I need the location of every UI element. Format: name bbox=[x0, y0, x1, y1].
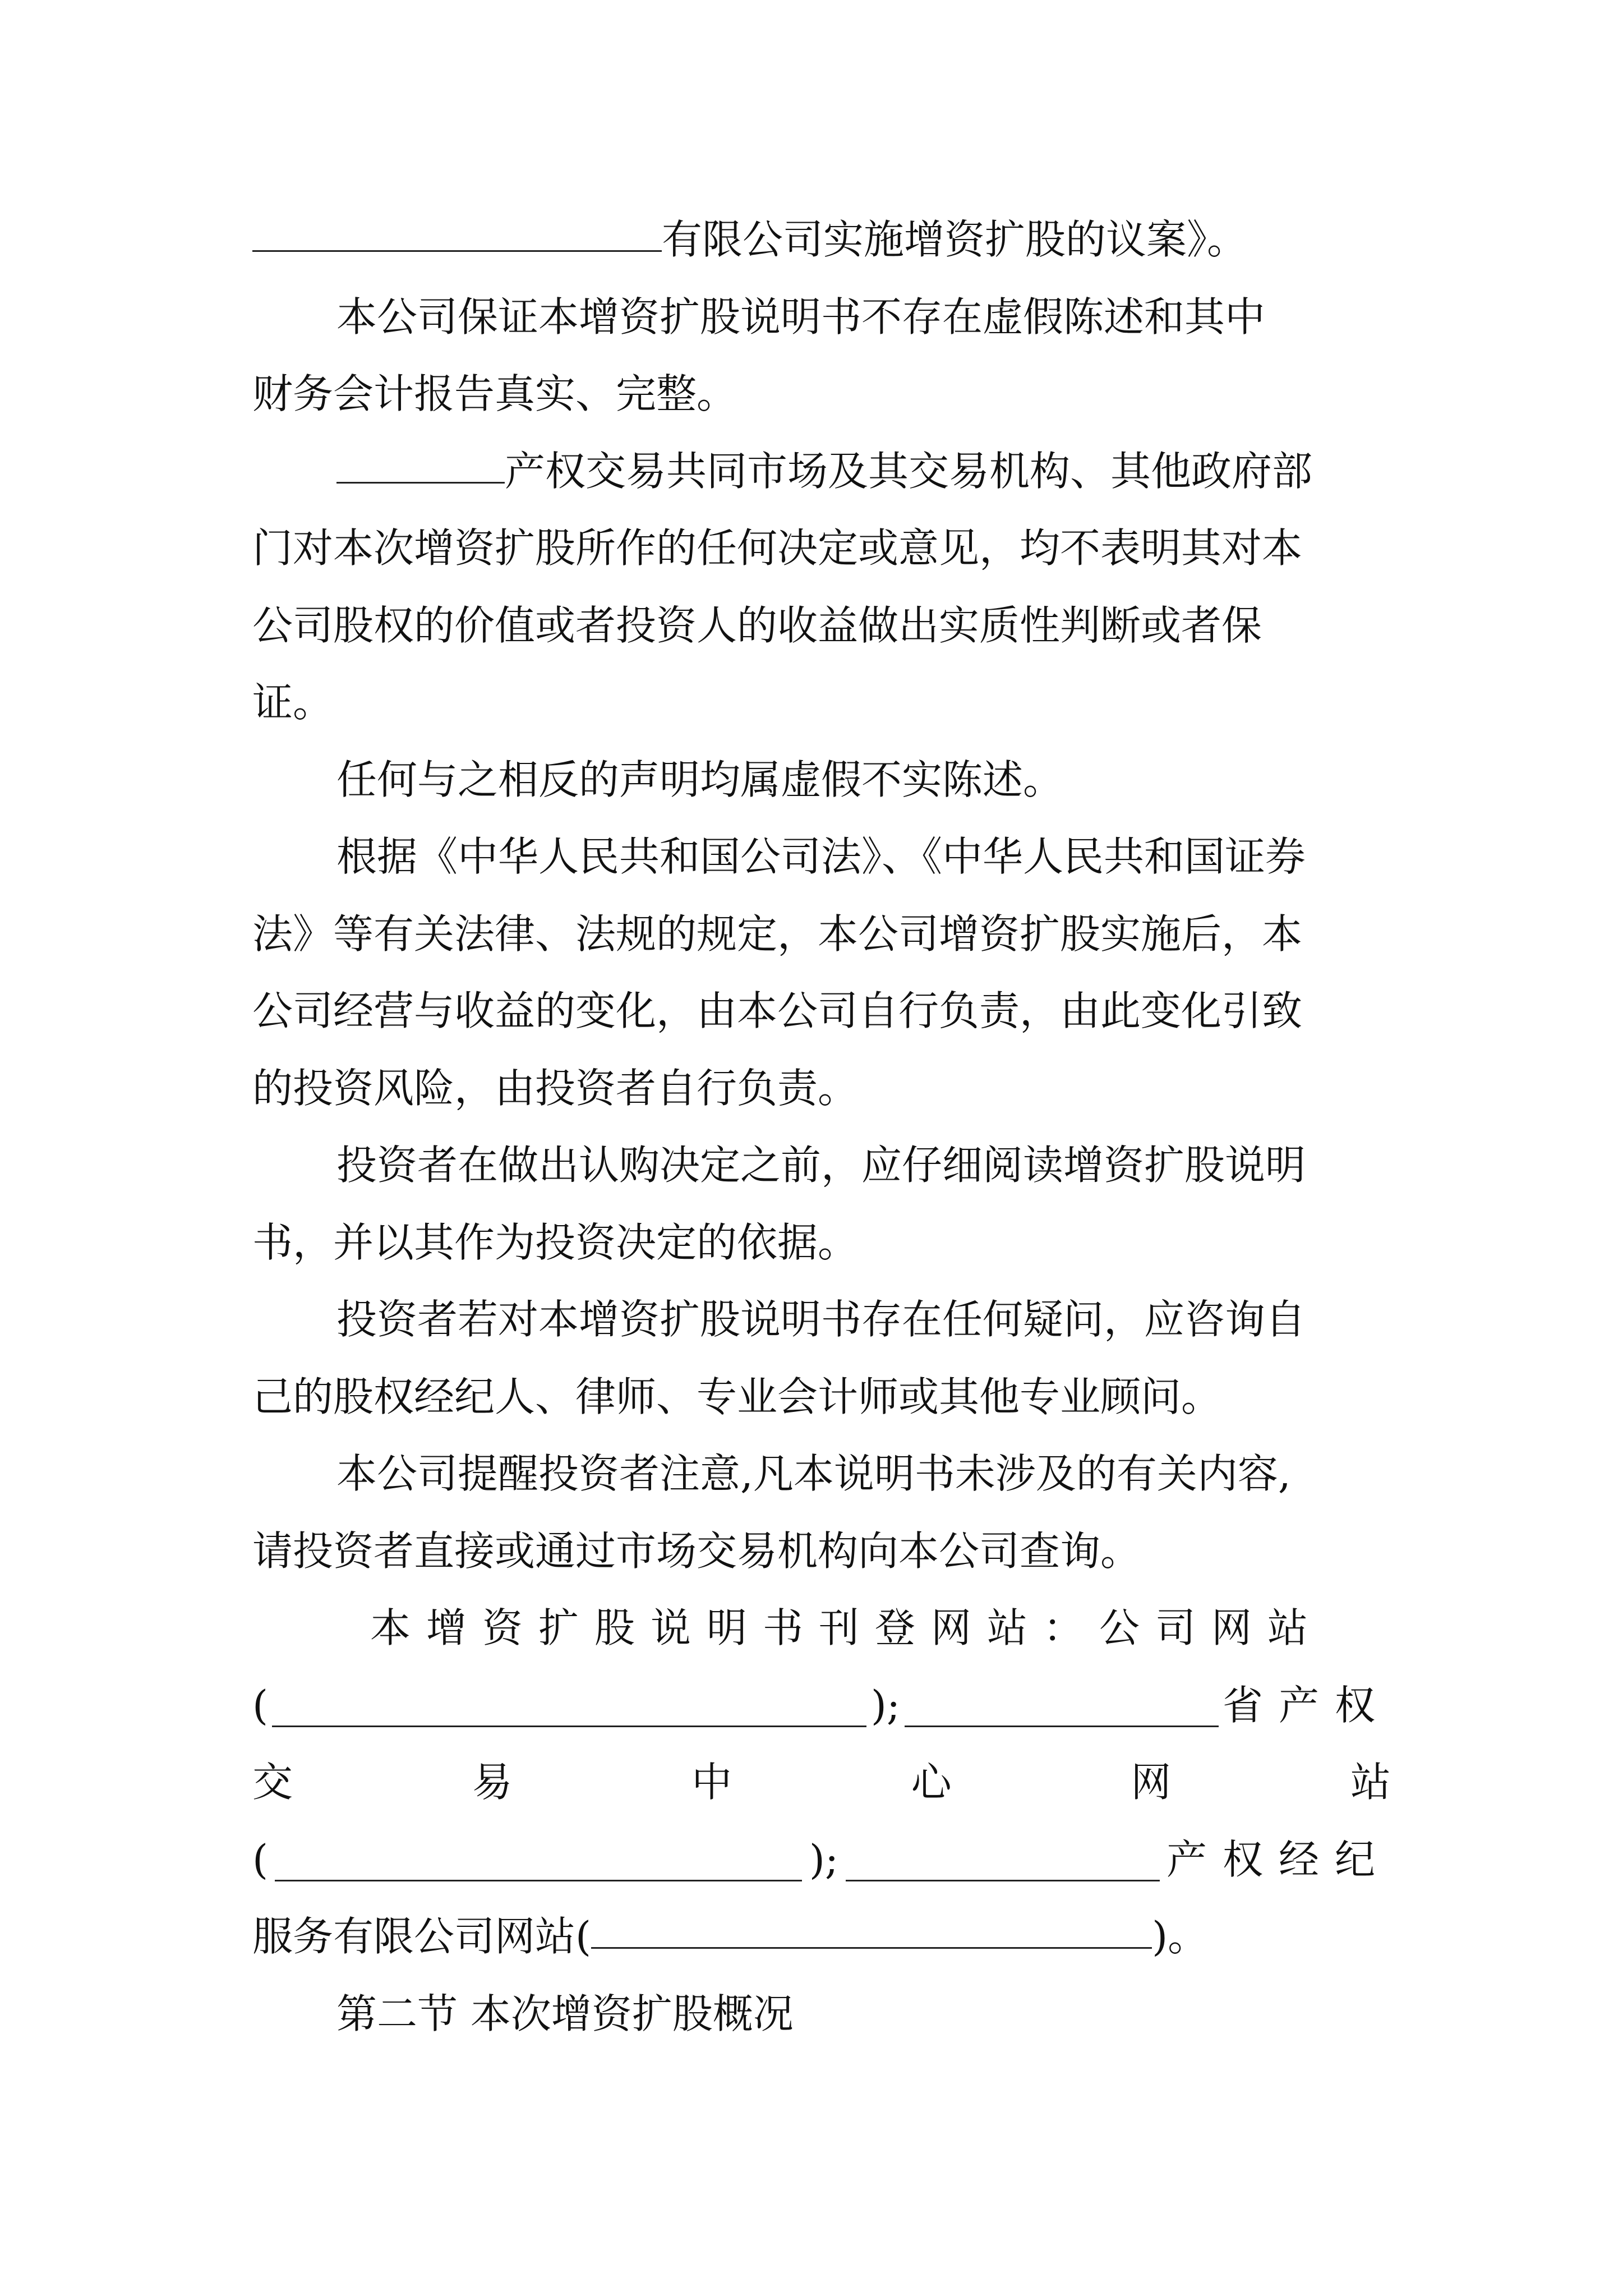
text-run: 省产权 bbox=[1222, 1682, 1391, 1729]
paragraph-line: 的投资风险，由投资者自行负责。 bbox=[252, 1065, 859, 1112]
paragraph-line: 公司股权的价值或者投资人的收益做出实质性判断或者保 bbox=[252, 602, 1262, 649]
text-run: ); bbox=[809, 1836, 839, 1883]
text-char: 易 bbox=[472, 1759, 513, 1806]
fill-in-blank bbox=[272, 1684, 866, 1727]
text-run: ( bbox=[252, 1682, 269, 1729]
text-char: 中 bbox=[691, 1759, 732, 1806]
fill-in-blank bbox=[591, 1906, 1152, 1949]
fill-in-blank bbox=[905, 1684, 1219, 1727]
text-run: 服务有限公司网站( bbox=[252, 1913, 592, 1960]
paragraph-line bbox=[252, 1906, 1391, 1967]
text-run: 产权经纪 bbox=[1166, 1836, 1391, 1883]
paragraph-line: 证。 bbox=[252, 679, 334, 726]
paragraph-line bbox=[252, 1751, 1391, 1813]
paragraph-line: 法》等有关法律、法规的规定，本公司增资扩股实施后，本 bbox=[252, 910, 1303, 958]
text-run: ); bbox=[870, 1682, 901, 1729]
text-run: 有限公司实施增资扩股的议案》。 bbox=[662, 216, 1248, 263]
paragraph-line: 本公司保证本增资扩股说明书不存在虚假陈述和其中 bbox=[336, 293, 1266, 341]
text-char: 交 bbox=[252, 1759, 293, 1806]
text-run: ( bbox=[252, 1836, 269, 1883]
fill-in-blank bbox=[846, 1838, 1160, 1881]
text-char: 网 bbox=[1131, 1759, 1172, 1806]
text-run: )。 bbox=[1152, 1913, 1209, 1960]
text-char: 站 bbox=[1350, 1759, 1391, 1806]
paragraph-line: 财务会计报告真实、完整。 bbox=[252, 370, 737, 417]
fill-in-blank bbox=[275, 1838, 802, 1881]
paragraph-line: 任何与之相反的声明均属虚假不实陈述。 bbox=[336, 756, 1064, 803]
paragraph-line bbox=[336, 440, 1391, 502]
paragraph-line: 本公司提醒投资者注意,凡本说明书未涉及的有关内容, bbox=[336, 1450, 1291, 1497]
paragraph-line: 请投资者直接或通过市场交易机构向本公司查询。 bbox=[252, 1527, 1141, 1575]
paragraph-line: 书，并以其作为投资决定的依据。 bbox=[252, 1219, 859, 1266]
text-char: 心 bbox=[911, 1759, 952, 1806]
paragraph-line: 本增资扩股说明书刊登网站：公司网站 bbox=[370, 1604, 1324, 1651]
fill-in-blank bbox=[336, 440, 505, 484]
text-run: 产权交易共同市场及其交易机构、其他政府部 bbox=[505, 448, 1313, 495]
paragraph-line: 根据《中华人民共和国公司法》、《中华人民共和国证券 bbox=[336, 833, 1306, 880]
paragraph-line: 门对本次增资扩股所作的任何决定或意见，均不表明其对本 bbox=[252, 524, 1303, 572]
paragraph-line: 投资者在做出认购决定之前，应仔细阅读增资扩股说明 bbox=[336, 1142, 1306, 1189]
paragraph-line: 投资者若对本增资扩股说明书存在任何疑问，应咨询自 bbox=[336, 1296, 1306, 1343]
paragraph-line bbox=[252, 1674, 1391, 1736]
fill-in-blank bbox=[252, 209, 662, 252]
paragraph-line bbox=[252, 209, 1391, 270]
section-heading: 第二节 本次增资扩股概况 bbox=[336, 1990, 794, 2037]
paragraph-line: 己的股权经纪人、律师、专业会计师或其他专业顾问。 bbox=[252, 1373, 1222, 1420]
paragraph-line: 公司经营与收益的变化，由本公司自行负责，由此变化引致 bbox=[252, 987, 1303, 1034]
paragraph-line bbox=[252, 1829, 1391, 1890]
